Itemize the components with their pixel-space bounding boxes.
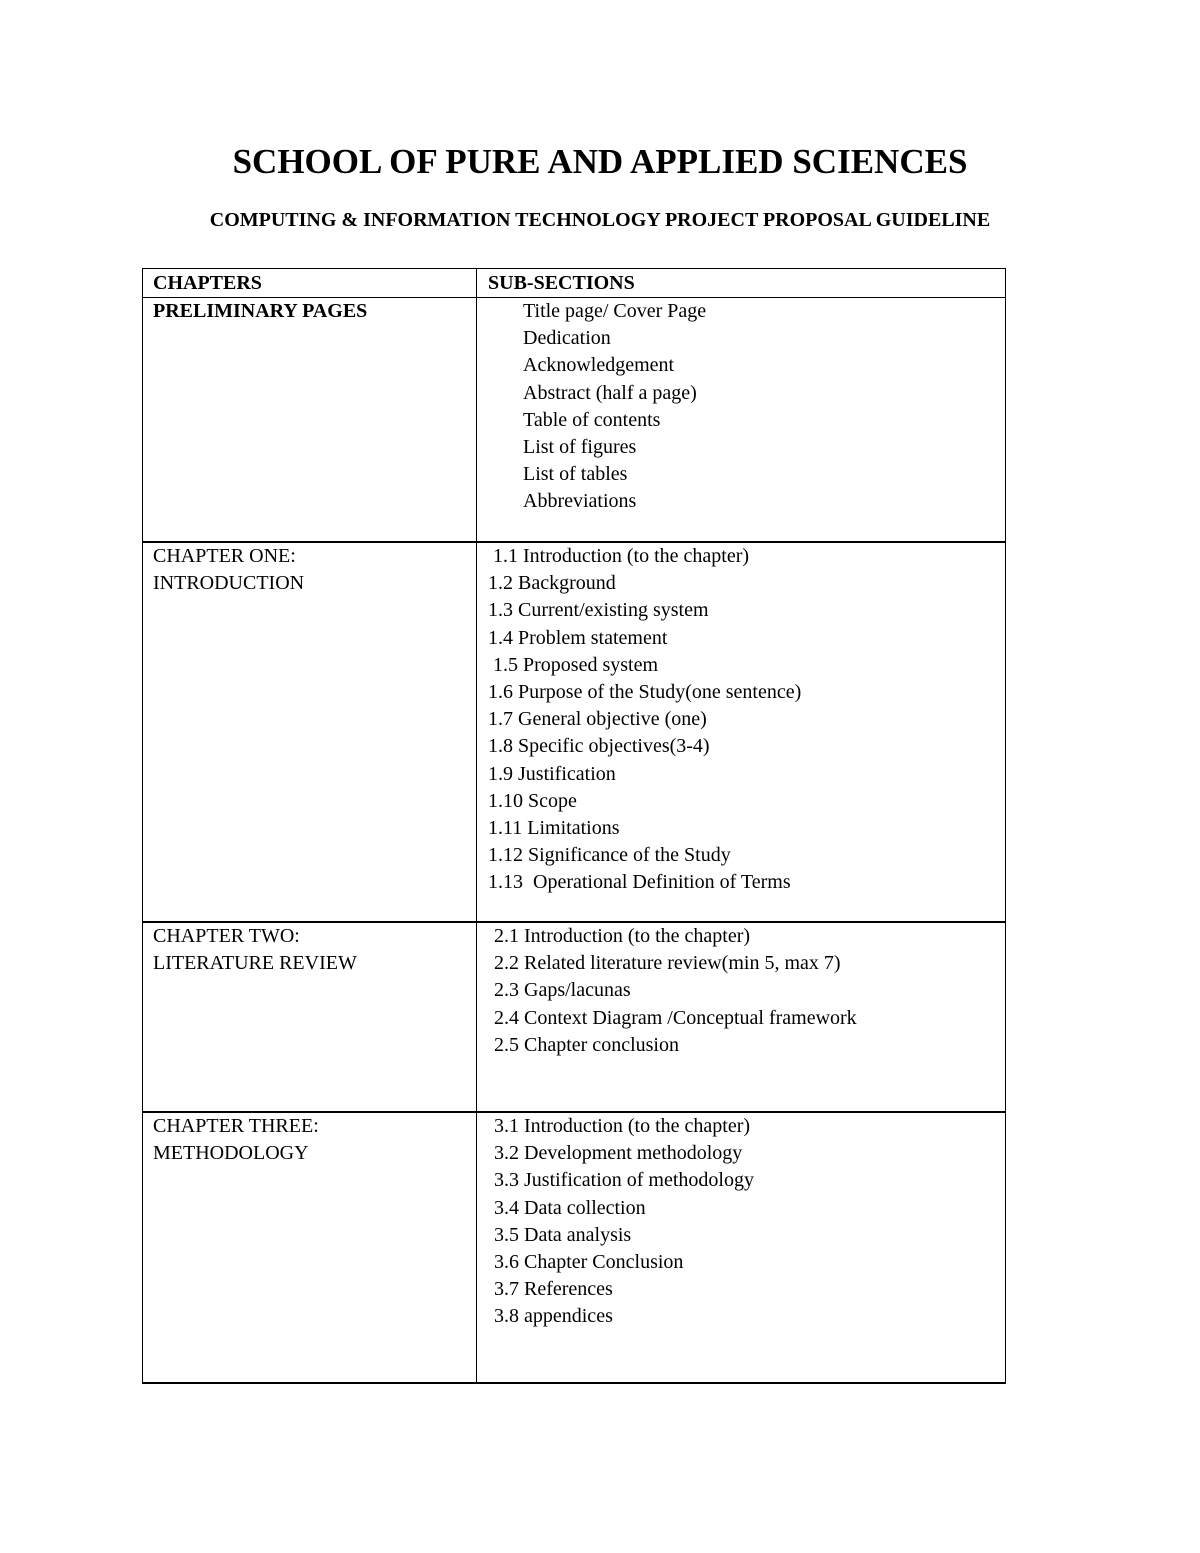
subsections-cell	[523, 298, 1033, 516]
subsection-item: 3.5 Data analysis	[494, 1223, 632, 1246]
subsection-item: 2.2 Related literature review(min 5, max 7)	[494, 952, 841, 975]
subsection-item: 1.6 Purpose of the Study(one sentence)	[488, 681, 802, 704]
table-row-preliminary	[143, 298, 1005, 543]
subsection-item: 2.3 Gaps/lacunas	[494, 979, 631, 1002]
chapter-title-line: INTRODUCTION	[153, 572, 305, 594]
subsection-item: 2.4 Context Diagram /Conceptual framework	[494, 1006, 857, 1029]
chapter-cell	[153, 298, 471, 325]
subsection-item: 2.1 Introduction (to the chapter)	[494, 925, 751, 947]
subsection-item: Acknowledgement	[523, 354, 675, 377]
subsection-item: Dedication	[523, 327, 611, 350]
chapter-title-line: LITERATURE REVIEW	[153, 952, 357, 974]
chapter-title-line: METHODOLOGY	[153, 1142, 309, 1164]
subsection-item: Table of contents	[523, 408, 661, 431]
header-chapters: CHAPTERS	[153, 272, 262, 294]
table-header-row	[143, 269, 1005, 298]
table-row-chapter-one	[143, 543, 1005, 923]
table-row-chapter-three	[143, 1113, 1005, 1383]
subsection-item: 3.4 Data collection	[494, 1196, 646, 1219]
chapter-cell	[153, 923, 471, 977]
subsection-item: 3.3 Justification of methodology	[494, 1169, 754, 1192]
chapter-cell	[153, 543, 471, 597]
chapter-title-line: CHAPTER TWO:	[153, 925, 300, 947]
subsection-item: Abstract (half a page)	[523, 381, 697, 404]
subsections-cell	[494, 1113, 1004, 1331]
subsection-item: 3.2 Development methodology	[494, 1142, 743, 1165]
subsection-item: 1.3 Current/existing system	[488, 599, 709, 622]
subsection-item: Title page/ Cover Page	[523, 300, 707, 322]
subsection-item: 3.6 Chapter Conclusion	[494, 1251, 684, 1274]
subsection-item: 1.2 Background	[488, 572, 616, 595]
subsection-item: 1.7 General objective (one)	[488, 708, 707, 731]
table-row-chapter-two	[143, 923, 1005, 1113]
chapter-cell	[153, 1113, 471, 1167]
chapter-title-line: PRELIMINARY PAGES	[153, 300, 368, 322]
subsection-item: 1.11 Limitations	[488, 817, 620, 840]
subsection-item: List of tables	[523, 463, 628, 486]
subsection-item: 1.8 Specific objectives(3-4)	[488, 735, 710, 758]
subsection-item: 1.5 Proposed system	[488, 653, 658, 676]
document-subtitle: COMPUTING & INFORMATION TECHNOLOGY PROJECT PROPOSAL GUIDELINE	[209, 209, 991, 231]
header-subsections: SUB-SECTIONS	[488, 272, 635, 294]
document-title: SCHOOL OF PURE AND APPLIED SCIENCES	[232, 142, 968, 181]
chapter-title-line: CHAPTER ONE:	[153, 545, 296, 567]
subsection-item: 3.1 Introduction (to the chapter)	[494, 1115, 751, 1137]
subsection-item: List of figures	[523, 436, 637, 459]
subsections-cell	[488, 543, 998, 897]
subsection-item: 1.10 Scope	[488, 789, 577, 812]
subsection-item: 1.1 Introduction (to the chapter)	[488, 545, 750, 567]
chapter-title-line: CHAPTER THREE:	[153, 1115, 319, 1137]
subsection-item: 1.4 Problem statement	[488, 626, 668, 649]
subsection-item: 1.12 Significance of the Study	[488, 844, 731, 867]
subsection-item: Abbreviations	[523, 490, 637, 513]
column-divider	[476, 1113, 477, 1383]
column-divider	[476, 543, 477, 921]
subsection-item: 2.5 Chapter conclusion	[494, 1033, 679, 1056]
subsection-item: 1.13 Operational Definition of Terms	[488, 871, 791, 894]
column-divider	[476, 923, 477, 1111]
subsection-item: 1.9 Justification	[488, 762, 616, 785]
subsection-item: 3.7 References	[494, 1278, 613, 1301]
guideline-table	[142, 268, 1006, 1384]
subsections-cell	[494, 923, 1004, 1059]
column-divider	[476, 298, 477, 541]
subsection-item: 3.8 appendices	[494, 1305, 613, 1328]
column-divider	[476, 269, 477, 297]
